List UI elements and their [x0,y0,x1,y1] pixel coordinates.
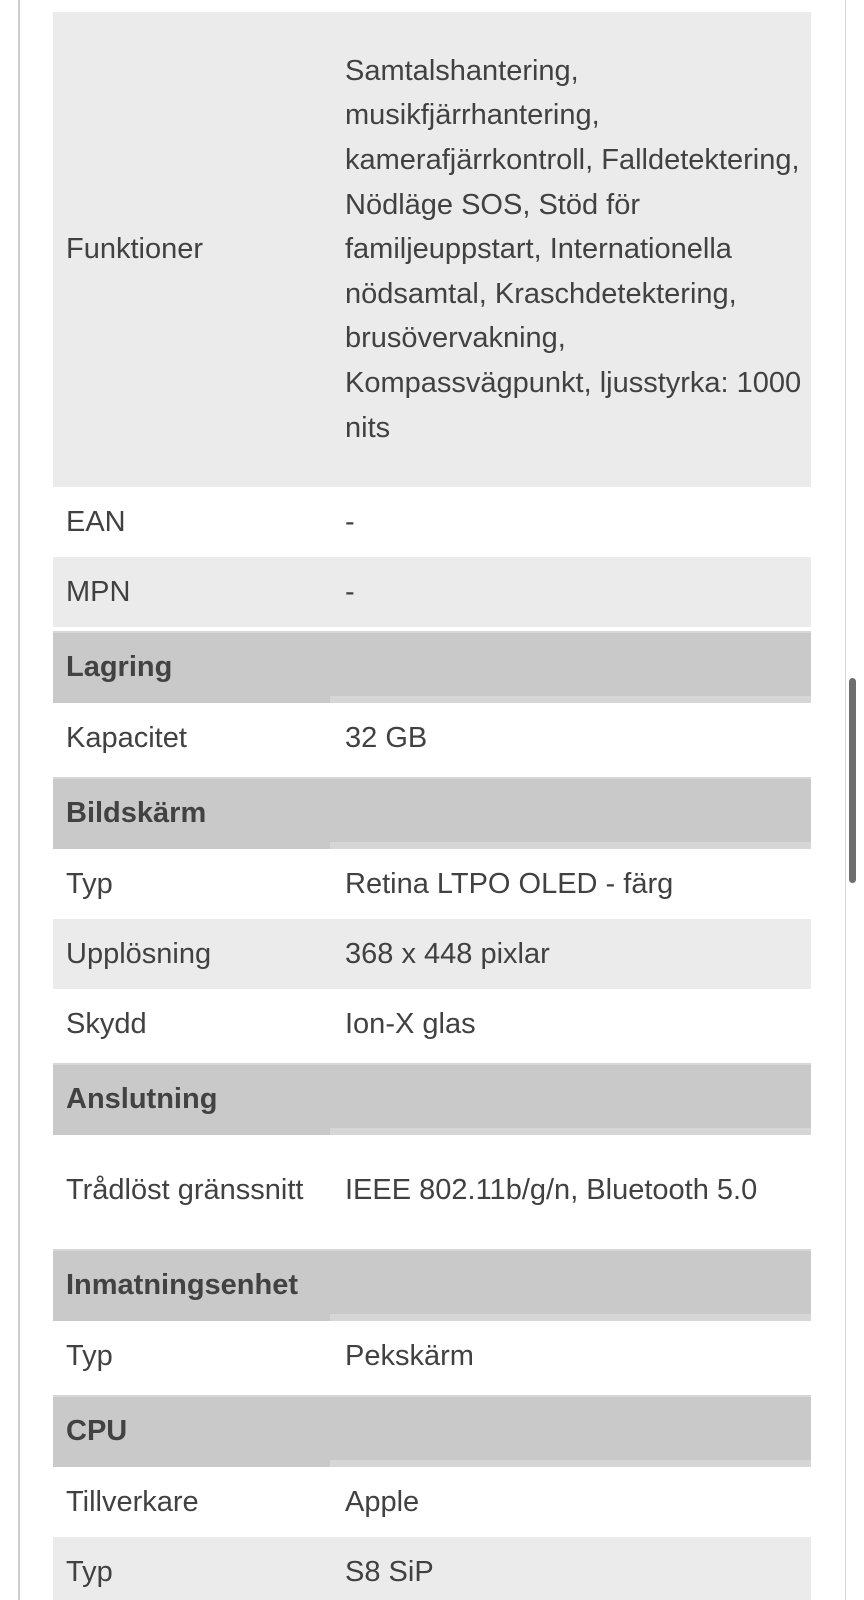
table-row-tillverkare [53,1467,811,1537]
section-header-cpu [53,1395,811,1467]
table-row-ean [53,487,811,557]
spec-value: Retina LTPO OLED - färg [345,867,674,900]
spec-label: Trådlöst gränssnitt [66,1173,304,1206]
spec-label: Typ [66,1555,113,1588]
spec-value: 32 GB [345,721,428,754]
table-row-typ-bildskarm [53,849,811,919]
spec-label: EAN [66,505,126,538]
spec-label: Funktioner [66,233,204,266]
section-header-inmatningsenhet [53,1249,811,1321]
section-header-lagring [53,631,811,703]
spec-label: Typ [66,867,113,900]
specification-table [53,12,811,1600]
section-header-label: Lagring [66,650,173,683]
scrollbar-track-line [845,0,846,1600]
spec-value: IEEE 802.11b/g/n, Bluetooth 5.0 [345,1173,758,1206]
spec-label: Typ [66,1339,113,1372]
spec-label: Upplösning [66,937,212,970]
spec-label: Kapacitet [66,721,187,754]
table-row-tradlost-granssnitt [53,1135,811,1245]
spec-value: Apple [345,1485,420,1518]
table-row-typ-inmatning [53,1321,811,1391]
section-header-label: Bildskärm [66,796,207,829]
section-header-anslutning [53,1063,811,1135]
section-header-bildskarm [53,777,811,849]
spec-value: Ion-X glas [345,1007,476,1040]
scrollbar-thumb[interactable] [849,678,856,883]
spec-value: Samtalshantering, musikfjärrhantering, kamerafjärrkontroll, Falldetektering, Nödläge SOS, Stöd för familjeuppstart, Internationella nödsamtal, Kraschdetektering, brusövervakning, Kompassvägpunkt, ljusstyrka: 1000 nits [345,54,802,444]
spec-value: 368 x 448 pixlar [345,937,550,970]
spec-label: Skydd [66,1007,147,1040]
spec-label: Tillverkare [66,1485,199,1518]
section-header-label: Anslutning [66,1082,218,1115]
section-header-label: Inmatningsenhet [66,1268,299,1301]
spec-value: S8 SiP [345,1555,434,1588]
table-row-skydd [53,989,811,1059]
table-row-typ-cpu [53,1537,811,1600]
spec-value: - [345,575,355,608]
table-row-upplosning [53,919,811,989]
table-row-mpn [53,557,811,627]
page-left-border-line [18,0,20,1600]
spec-value: - [345,505,355,538]
table-row-funktioner [53,12,811,487]
section-header-label: CPU [66,1414,128,1447]
spec-value: Pekskärm [345,1339,474,1372]
table-row-kapacitet [53,703,811,773]
spec-label: MPN [66,575,131,608]
